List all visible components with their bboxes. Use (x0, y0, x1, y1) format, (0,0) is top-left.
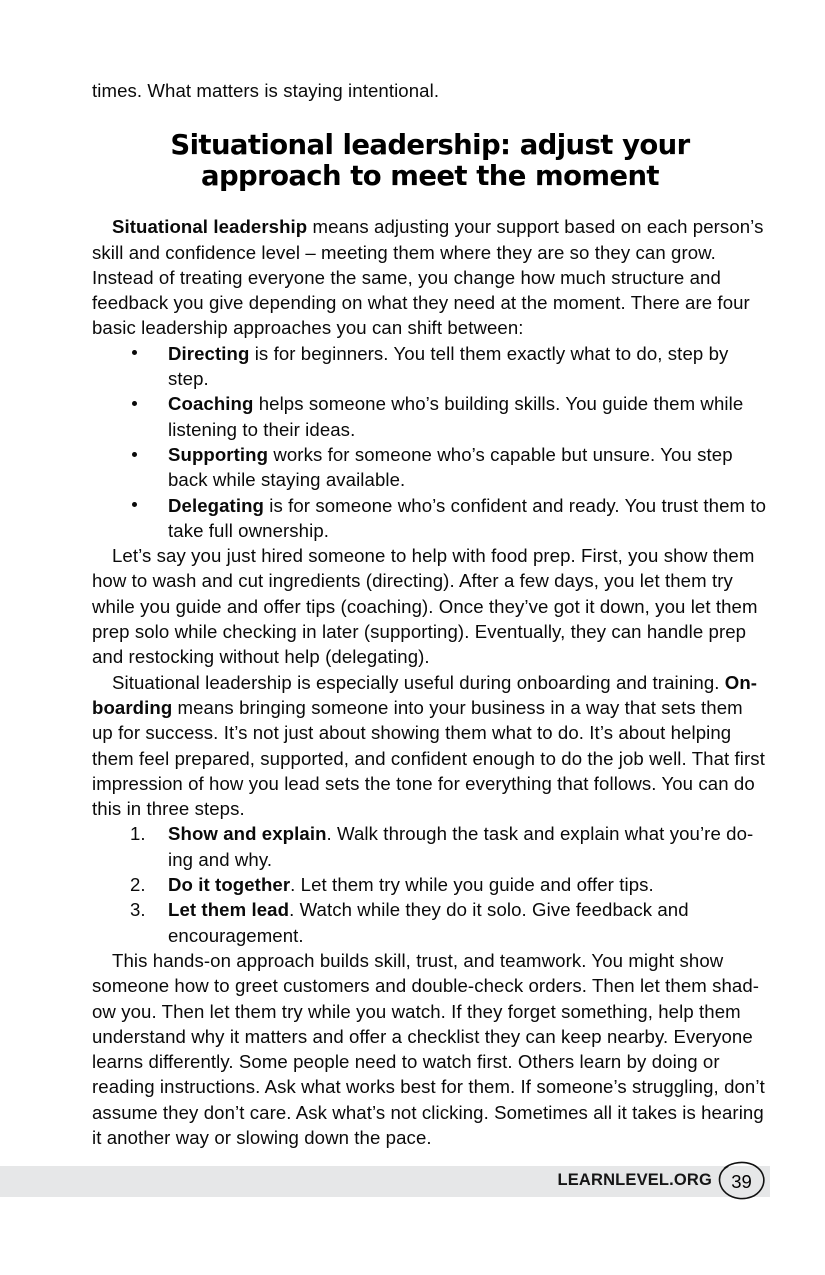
page-number-badge (712, 1155, 770, 1207)
intro-paragraph-text: means adjusting your support based on each person’s skill and confidence level – meeting them where they are so they can grow. Instead of treating everyone the same, you change how much structure and feedback you give depending on what they need at the moment. There are four basic leadership approaches you can shift between: (92, 216, 764, 339)
onboarding-text-part2: means bringing someone into your business in a way that sets them up for success. It’s not just about showing them what to do. It’s about helping them feel prepared, supported, and confident enough to do the job well. That first impression of how you lead sets the tone for everything that follows. You can do this in three steps. (92, 696, 765, 820)
list-item-term: Coaching (168, 393, 254, 415)
bullet-dot-icon (132, 341, 148, 366)
onboarding-text-part1: Situational leadership is especially useful during onboarding and training. (112, 671, 725, 693)
page-content (92, 78, 768, 1150)
intro-paragraph (92, 214, 768, 340)
example-paragraph: Let’s say you just hired someone to help with food prep. First, you show them how to wash and cut ingredients (directing). After a few days, you let them try while you guide and offer tips (coaching). Once they’ve got it down, you let them prep solo while checking in later (supporting). Eventually, they can handle prep and restocking without help (delegating). (92, 545, 758, 668)
list-item-term: Let them lead (168, 899, 290, 921)
list-item (92, 872, 768, 897)
list-item-term: Show and explain (168, 823, 327, 845)
list-item-term: Do it together (168, 874, 291, 896)
intro-lead-term: Situational leadership (112, 216, 308, 238)
top-partial-paragraph: times. What matters is staying intentional. (92, 80, 440, 101)
list-item (92, 391, 768, 442)
bullet-dot-icon (132, 391, 148, 416)
list-item-number: 3. (130, 899, 146, 921)
page-number: 39 (731, 1170, 752, 1192)
list-item-term: Directing (168, 342, 250, 364)
list-item-text: is for beginners. You tell them exactly what to do, step by step. (168, 342, 729, 390)
list-item-number: 2. (130, 874, 146, 896)
bullet-dot-icon (132, 493, 148, 518)
approaches-list (92, 341, 768, 543)
list-item-term: Supporting (168, 443, 269, 465)
list-item (92, 897, 768, 948)
list-item-text: . Watch while they do it solo. Give feedback and encouragement. (168, 899, 689, 946)
list-item-text: is for someone who’s confident and ready. You trust them to take full ownership. (168, 494, 767, 541)
list-item-text: helps someone who’s building skills. You guide them while listening to their ideas. (168, 393, 744, 440)
list-item-text: . Let them try while you guide and offer tips. (290, 874, 654, 896)
steps-list (92, 821, 768, 947)
list-item-number: 1. (130, 823, 146, 845)
site-label: LEARNLEVEL.ORG (557, 1171, 712, 1189)
list-item (92, 341, 768, 392)
list-item-term: Delegating (168, 494, 264, 516)
onboarding-bold-term: On-boarding (92, 671, 758, 718)
closing-paragraph: This hands-on approach builds skill, trust, and teamwork. You might show someone how to greet customers and double-check orders. Then let them shad-ow you. Then let them try while you watch. If they forget something, help them understand why it matters and offer a checklist they can keep nearby. Everyone learns differently. Some people need to watch first. Others learn by doing or reading instructions. Ask what works best for them. If someone’s struggling, don’t assume they don’t care. Ask what’s not clicking. Sometimes all it takes is hearing it another way or slowing down the pace. (92, 949, 765, 1148)
list-item-text: . Walk through the task and explain what you’re do-ing and why. (168, 823, 754, 870)
list-item (92, 493, 768, 544)
onboarding-paragraph (92, 670, 768, 822)
list-item-text: works for someone who’s capable but unsure. You step back while staying available. (168, 443, 733, 491)
list-item (92, 821, 768, 872)
list-item (92, 442, 768, 493)
page-title: Situational leadership: adjust your approach to meet the moment (170, 129, 690, 193)
footer (0, 1166, 790, 1197)
bullet-dot-icon (132, 442, 148, 467)
